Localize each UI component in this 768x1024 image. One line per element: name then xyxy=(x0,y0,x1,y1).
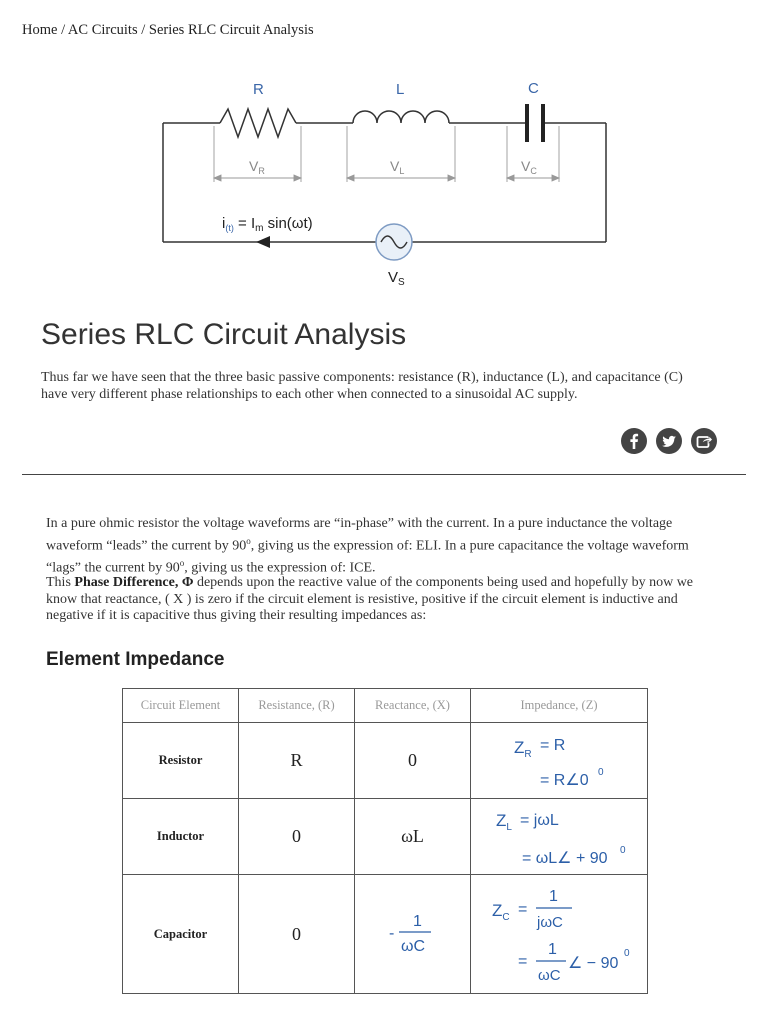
svg-text:1: 1 xyxy=(412,913,422,930)
svg-text:0: 0 xyxy=(598,766,604,778)
capacitor-reactance-formula xyxy=(383,904,443,964)
svg-text:jωC: jωC xyxy=(537,914,563,931)
twitter-icon[interactable] xyxy=(656,428,682,454)
reactance-value: ωL xyxy=(355,799,471,875)
rlc-circuit-diagram xyxy=(150,70,620,295)
phase-paragraph: In a pure ohmic resistor the voltage waveforms are “in-phase” with the current. In a pure inductance the voltage waveform “leads” the current by 90$^o$, giving us the expression of: ELI. In a pure capacitance the voltage waveform “lags” the current by 90$^o$, giving us the expression of: ICE. xyxy=(46,516,689,576)
impedance-cell xyxy=(471,875,648,994)
breadcrumb-separator: / xyxy=(137,22,149,38)
resistor-label: R xyxy=(253,81,264,98)
svg-text:= R∠0: = R∠0 xyxy=(540,771,589,789)
element-name: Resistor xyxy=(123,723,239,799)
section-divider xyxy=(22,474,746,475)
breadcrumb-separator: / xyxy=(57,22,68,38)
resistor-impedance-formula xyxy=(474,725,644,797)
breadcrumb-current: Series RLC Circuit Analysis xyxy=(148,22,314,38)
svg-text:1: 1 xyxy=(548,941,557,958)
inductor-label: L xyxy=(396,81,405,98)
capacitor-impedance-formula xyxy=(474,878,644,990)
intro-paragraph: Thus far we have seen that the three basic passive components: resistance (R), inductance (L), and capacitance (C) have very different phase relationships to each other when connected to a sinusoidal AC supply. xyxy=(41,370,683,402)
svg-text:=: = xyxy=(518,953,528,970)
reactance-value: 0 xyxy=(355,723,471,799)
svg-text:ZR: $Z_R$ xyxy=(514,737,532,760)
inductor-impedance-formula xyxy=(474,801,644,873)
header-resistance: Resistance, (R) xyxy=(239,689,355,723)
element-name: Inductor xyxy=(123,799,239,875)
section-heading: Element Impedance xyxy=(46,649,225,670)
reactance-cell xyxy=(355,875,471,994)
inductor-symbol xyxy=(353,111,449,123)
svg-text:-: - xyxy=(388,925,394,942)
header-reactance: Reactance, (X) xyxy=(355,689,471,723)
svg-text:= jωL: = jωL xyxy=(520,811,559,829)
current-direction-arrow xyxy=(256,236,270,248)
impedance-cell xyxy=(471,723,648,799)
svg-text:= ωL∠ + 90: = ωL∠ + 90 xyxy=(522,849,608,867)
svg-text:ZC: $Z_C$ xyxy=(492,901,510,923)
element-impedance-table xyxy=(122,688,648,994)
resistance-value: 0 xyxy=(239,875,355,994)
voltage-vr-label: $V_R$ xyxy=(249,158,265,176)
svg-text:ωC: ωC xyxy=(400,938,425,955)
svg-text:1: 1 xyxy=(549,888,558,905)
phase-difference-paragraph: This Phase Difference, Φ depends upon the reactive value of the components being used and hopefully by now we know that reactance, ( X ) is zero if the circuit element is resistive, positive if the circuit element is inductive and negative if it is capacitive thus giving their resulting impedances as: xyxy=(46,575,694,623)
svg-text:0: 0 xyxy=(620,844,626,856)
breadcrumb-category-link[interactable]: AC Circuits xyxy=(67,22,138,38)
breadcrumb xyxy=(22,22,314,39)
voltage-vl-label: $V_L$ xyxy=(390,158,405,176)
svg-text:=: = xyxy=(518,901,528,918)
resistor-symbol xyxy=(220,109,296,137)
svg-text:0: 0 xyxy=(624,948,630,959)
svg-text:ωC: ωC xyxy=(538,967,561,984)
facebook-icon[interactable] xyxy=(621,428,647,454)
resistance-value: 0 xyxy=(239,799,355,875)
phase-difference-term: Phase Difference, Φ xyxy=(74,575,194,590)
svg-text:ZL: $Z_L$ xyxy=(496,810,512,833)
table-row xyxy=(123,875,648,994)
share-buttons xyxy=(621,428,717,454)
share-icon[interactable] xyxy=(691,428,717,454)
capacitor-symbol xyxy=(527,104,543,142)
breadcrumb-home-link[interactable]: Home xyxy=(22,22,58,38)
svg-text:= R: = R xyxy=(540,736,566,754)
capacitor-label: C xyxy=(528,80,539,97)
resistance-value: R xyxy=(239,723,355,799)
header-impedance: Impedance, (Z) xyxy=(471,689,648,723)
table-row xyxy=(123,799,648,875)
source-voltage-label: $V_S$ xyxy=(388,269,405,288)
impedance-cell xyxy=(471,799,648,875)
ac-source-symbol xyxy=(376,224,412,260)
voltage-vc-label: $V_C$ xyxy=(521,158,537,176)
current-equation: $i_{(t)} = I_m$ sin(ωt) xyxy=(222,215,313,234)
header-circuit-element: Circuit Element xyxy=(123,689,239,723)
svg-text:∠ − 90: ∠ − 90 xyxy=(568,955,619,972)
element-name: Capacitor xyxy=(123,875,239,994)
table-row xyxy=(123,723,648,799)
table-header-row xyxy=(123,689,648,723)
page-title: Series RLC Circuit Analysis xyxy=(41,318,407,351)
